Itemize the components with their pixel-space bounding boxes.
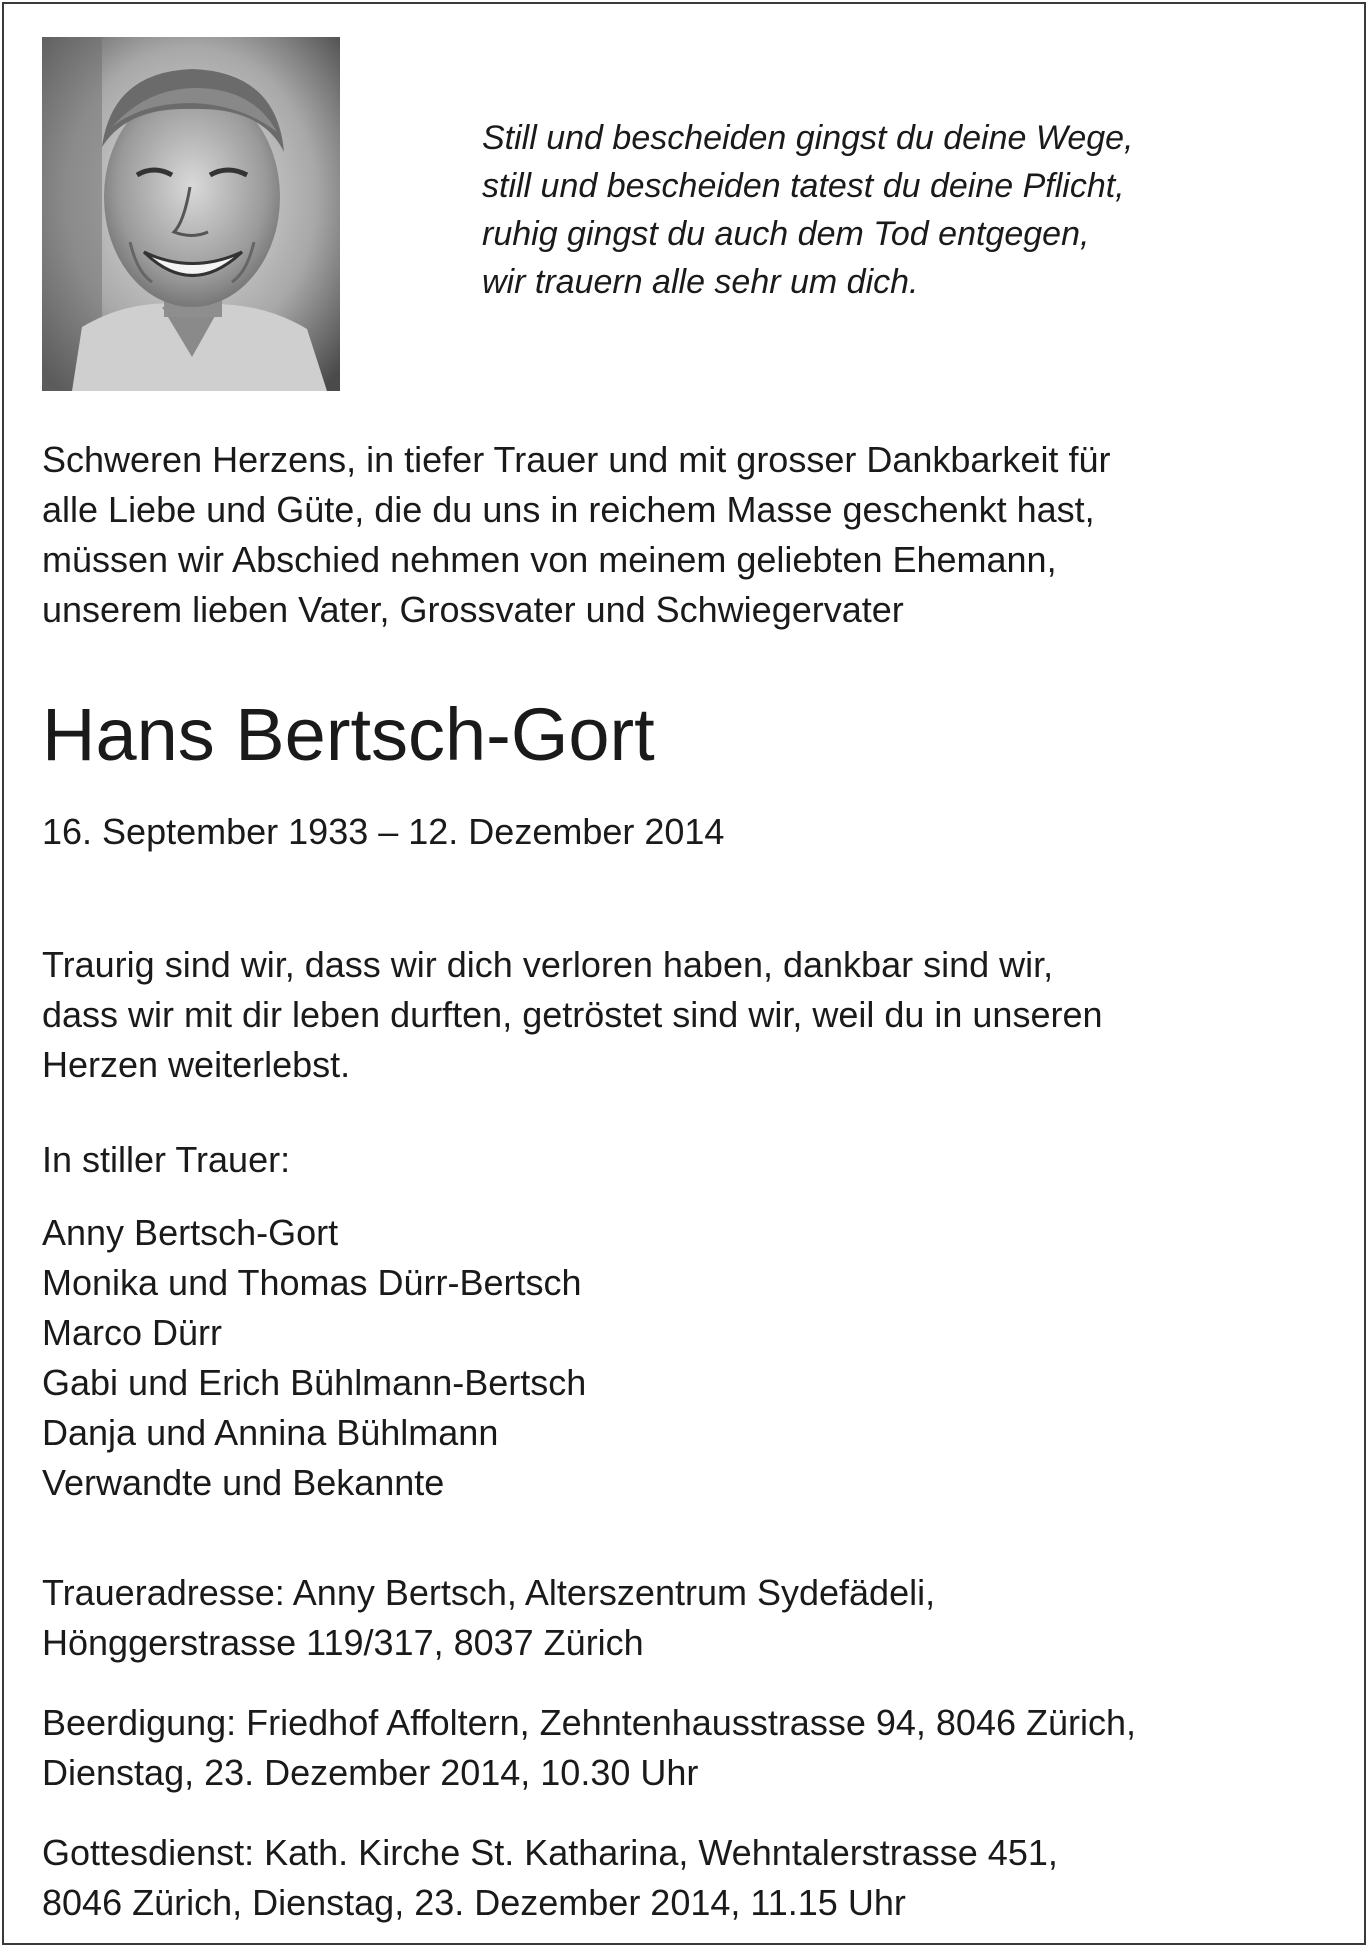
intro-line: unserem lieben Vater, Grossvater und Schwiegervater	[42, 589, 904, 630]
burial-info	[42, 1698, 1136, 1798]
service-info	[42, 1828, 1058, 1928]
poem-line: ruhig gingst du auch dem Tod entgegen,	[482, 215, 1090, 253]
address-line: Traueradresse: Anny Bertsch, Alterszentrum Sydefädeli,	[42, 1572, 936, 1613]
consolation-paragraph	[42, 940, 1103, 1090]
service-line: 8046 Zürich, Dienstag, 23. Dezember 2014, 11.15 Uhr	[42, 1882, 906, 1923]
burial-line: Dienstag, 23. Dezember 2014, 10.30 Uhr	[42, 1752, 699, 1793]
intro-paragraph	[42, 435, 1110, 635]
consolation-line: Traurig sind wir, dass wir dich verloren haben, dankbar sind wir,	[42, 944, 1054, 985]
burial-line: Beerdigung: Friedhof Affoltern, Zehntenhausstrasse 94, 8046 Zürich,	[42, 1702, 1137, 1743]
portrait-photo	[42, 37, 340, 391]
mourner-item: Monika und Thomas Dürr-Bertsch	[42, 1262, 582, 1303]
address-line: Hönggerstrasse 119/317, 8037 Zürich	[42, 1622, 644, 1663]
mourner-item: Danja und Annina Bühlmann	[42, 1412, 499, 1453]
mourners-list	[42, 1208, 586, 1508]
mourner-item: Marco Dürr	[42, 1312, 223, 1353]
poem	[482, 114, 1134, 306]
mourner-item: Gabi und Erich Bühlmann-Bertsch	[42, 1362, 587, 1403]
poem-line: Still und bescheiden gingst du deine Wege,	[482, 119, 1134, 157]
portrait-illustration	[42, 37, 340, 391]
mourner-item: Anny Bertsch-Gort	[42, 1212, 339, 1253]
intro-line: alle Liebe und Güte, die du uns in reichem Masse geschenkt hast,	[42, 489, 1095, 530]
deceased-name: Hans Bertsch-Gort	[42, 693, 655, 776]
mourner-item: Verwandte und Bekannte	[42, 1462, 445, 1503]
intro-line: Schweren Herzens, in tiefer Trauer und mit grosser Dankbarkeit für	[42, 439, 1111, 480]
intro-line: müssen wir Abschied nehmen von meinem geliebten Ehemann,	[42, 539, 1057, 580]
consolation-line: dass wir mit dir leben durften, getröstet sind wir, weil du in unseren	[42, 994, 1103, 1035]
mourning-address	[42, 1568, 935, 1668]
poem-line: wir trauern alle sehr um dich.	[482, 263, 919, 301]
life-dates: 16. September 1933 – 12. Dezember 2014	[42, 811, 725, 852]
poem-line: still und bescheiden tatest du deine Pflicht,	[482, 167, 1125, 205]
mourners-label: In stiller Trauer:	[42, 1139, 291, 1180]
service-line: Gottesdienst: Kath. Kirche St. Katharina, Wehntalerstrasse 451,	[42, 1832, 1058, 1873]
consolation-line: Herzen weiterlebst.	[42, 1044, 351, 1085]
